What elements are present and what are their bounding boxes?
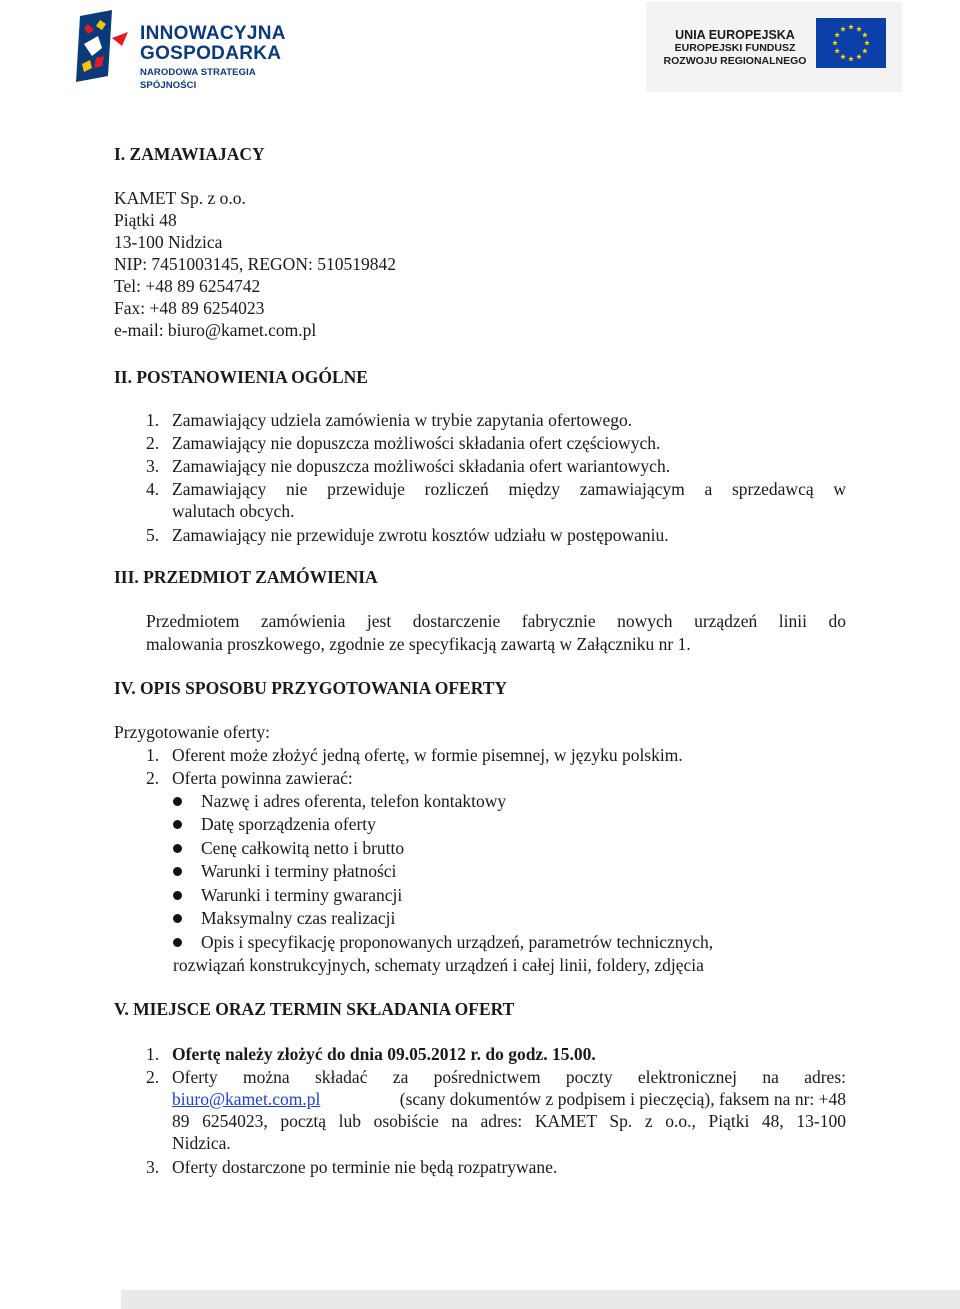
bullet-item: Maksymalny czas realizacji [201, 908, 396, 928]
bullet-icon [173, 867, 182, 876]
ue-title: UNIA EUROPEJSKA [675, 28, 795, 42]
logo-line-gospodarka: GOSPODARKA [140, 43, 282, 64]
innowacyjna-gospodarka-emblem-icon [72, 10, 134, 82]
list-number: 2. [146, 433, 160, 453]
bullet-icon [173, 938, 182, 947]
list-number: 3. [146, 456, 160, 476]
eu-flag-icon [816, 18, 886, 68]
list-number: 4. [146, 479, 160, 499]
przygotowanie-intro: Przygotowanie oferty: [114, 722, 270, 742]
bullet-item: Opis i specyfikację proponowanych urządzeń, parametrów technicznych, [201, 932, 714, 952]
company-ids: NIP: 7451003145, REGON: 510519842 [114, 254, 396, 274]
bullet-icon [173, 797, 182, 806]
section-heading-przedmiot: III. PRZEDMIOT ZAMÓWIENIA [114, 567, 378, 587]
list-number: 1. [146, 410, 160, 430]
list-number: 2. [146, 768, 160, 788]
bullet-item: Nazwę i adres oferenta, telefon kontaktowy [201, 791, 507, 811]
bullet-item: Warunki i terminy gwarancji [201, 885, 403, 905]
bullet-item: Datę sporządzenia oferty [201, 814, 376, 834]
bullet-item: Warunki i terminy płatności [201, 861, 397, 881]
przedmiot-line2: malowania proszkowego, zgodnie ze specyfikacją zawartą w Załączniku nr 1. [146, 634, 691, 654]
bullet-item-continuation: rozwiązań konstrukcyjnych, schematy urządzeń i całej linii, foldery, zdjęcia [173, 955, 704, 975]
company-city: 13-100 Nidzica [114, 232, 223, 252]
bullet-icon [173, 820, 182, 829]
list-item-continuation: walutach obcych. [172, 501, 295, 521]
przedmiot-line1: Przedmiotem zamówienia jest dostarczenie fabrycznie nowych urządzeń linii do [146, 611, 846, 631]
company-fax: Fax: +48 89 6254023 [114, 298, 265, 318]
company-email: e-mail: biuro@kamet.com.pl [114, 320, 317, 340]
submission-line4: Nidzica. [172, 1133, 231, 1153]
bullet-icon [173, 844, 182, 853]
list-item: Zamawiający nie dopuszcza możliwości składania ofert częściowych. [172, 433, 661, 453]
list-number: 2. [146, 1067, 160, 1087]
section-heading-zamawiajacy: I. ZAMAWIAJACY [114, 144, 265, 164]
company-street: Piątki 48 [114, 210, 177, 230]
list-item: Zamawiający nie przewiduje zwrotu kosztów udziału w postępowaniu. [172, 525, 669, 545]
list-item: Zamawiający udziela zamówienia w trybie zapytania ofertowego. [172, 410, 633, 430]
list-item: Zamawiający nie dopuszcza możliwości składania ofert wariantowych. [172, 456, 671, 476]
list-item: Oferta powinna zawierać: [172, 768, 353, 788]
company-name: KAMET Sp. z o.o. [114, 188, 246, 208]
logo-line-innowacyjna: INNOWACYJNA [140, 23, 286, 44]
list-item: Zamawiający nie przewiduje rozliczeń między zamawiającym a sprzedawcą w [172, 479, 846, 499]
page-footer-band [121, 1290, 960, 1309]
unia-europejska-logo [646, 2, 902, 92]
list-number: 5. [146, 525, 160, 545]
bullet-icon [173, 914, 182, 923]
logo-subtitle: NARODOWA STRATEGIA SPÓJNOŚCI [140, 67, 256, 91]
company-tel: Tel: +48 89 6254742 [114, 276, 261, 296]
section-heading-miejsce: V. MIEJSCE ORAZ TERMIN SKŁADANIA OFERT [114, 999, 515, 1019]
list-item: Oferent może złożyć jedną ofertę, w formie pisemnej, w języku polskim. [172, 745, 683, 765]
submission-line1: Oferty można składać za pośrednictwem poczty elektronicznej na adres: [172, 1067, 846, 1087]
ue-fund-line1: EUROPEJSKI FUNDUSZ [674, 42, 796, 54]
ue-fund-line2: ROZWOJU REGIONALNEGO [663, 55, 807, 67]
bullet-item: Cenę całkowitą netto i brutto [201, 838, 405, 858]
submission-line3: 89 6254023, pocztą lub osobiście na adres: KAMET Sp. z o.o., Piątki 48, 13-100 [172, 1111, 846, 1131]
submission-line2-rest: (scany dokumentów z podpisem i pieczęcią), faksem na nr: +48 [399, 1089, 846, 1109]
deadline-text: Ofertę należy złożyć do dnia 09.05.2012 r. do godz. 15.00. [172, 1044, 596, 1064]
innowacyjna-gospodarka-logo [72, 10, 302, 91]
section-heading-postanowienia: II. POSTANOWIENIA OGÓLNE [114, 367, 368, 387]
submission-line2 [172, 1088, 846, 1110]
list-number: 1. [146, 745, 160, 765]
section-heading-opis: IV. OPIS SPOSOBU PRZYGOTOWANIA OFERTY [114, 678, 508, 698]
email-link[interactable]: biuro@kamet.com.pl [172, 1089, 321, 1109]
list-item: Oferty dostarczone po terminie nie będą rozpatrywane. [172, 1157, 558, 1177]
list-number: 1. [146, 1044, 160, 1064]
bullet-icon [173, 891, 182, 900]
list-number: 3. [146, 1157, 160, 1177]
